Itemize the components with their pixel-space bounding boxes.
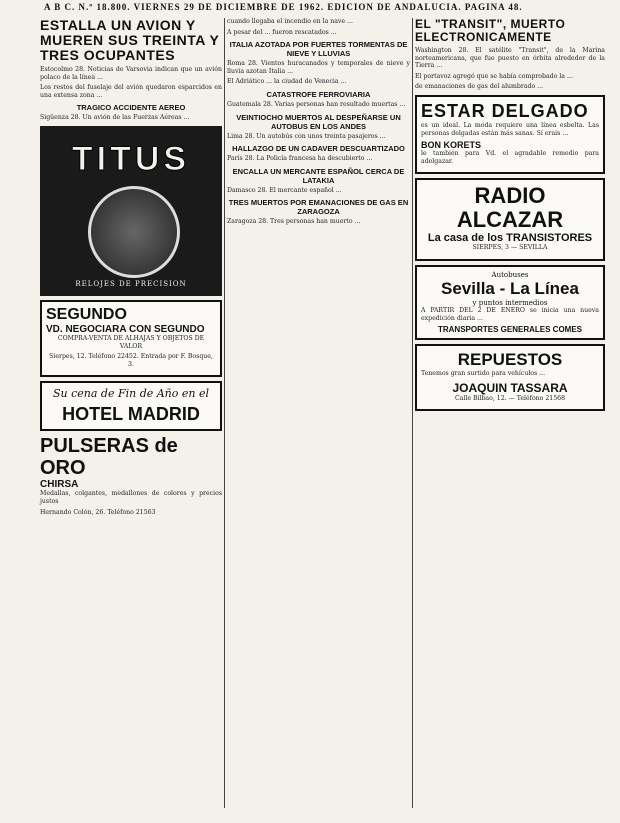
- segundo-line: VD. NEGOCIARA CON SEGUNDO: [46, 323, 205, 335]
- article-text: El portavoz agregó que se había comprobado la ...: [415, 72, 573, 80]
- headline-cadaver: HALLAZGO DE UN CADAVER DESCUARTIZADO: [232, 144, 405, 154]
- radio-line: La casa de los TRANSISTORES: [427, 232, 593, 245]
- headline-avion: ESTALLA UN AVION Y MUEREN SUS TREINTA Y TRES OCUPANTES: [40, 17, 220, 63]
- bus-label: Autobuses: [491, 270, 529, 279]
- repuestos-text: Tenemos gran surtido para vehículos ...: [421, 370, 546, 378]
- headline-latakia: ENCALLA UN MERCANTE ESPAÑOL CERCA DE LATAKIA: [232, 166, 405, 185]
- article-text: Washington 28. El satélite "Transit", de la Marina norteamericana, que fue puesto en órbita alrededor de la Tierra ...: [415, 47, 605, 70]
- article-text: Sigüenza 28. Un avión de las Fuerzas Aéreas ...: [40, 114, 190, 122]
- headline-catastrofe: CATASTROFE FERROVIARIA: [266, 89, 371, 99]
- article-text: Guatemala 28. Varias personas han resultado muertas ...: [227, 100, 406, 108]
- bus-sub: y puntos intermedios: [472, 298, 548, 307]
- subheadline: TRAGICO ACCIDENTE AEREO: [76, 103, 186, 113]
- column-rule: [224, 18, 225, 808]
- pulseras-title: PULSERAS de ORO: [40, 435, 178, 480]
- repuestos-ad: [415, 344, 605, 411]
- segundo-ad: [40, 300, 222, 377]
- article-text: Roma 28. Vientos huracanados y temporales de nieve y lluvia azotan Italia ...: [227, 60, 410, 75]
- watch-medal-icon: [88, 186, 180, 278]
- repuestos-title: REPUESTOS: [457, 350, 563, 370]
- hotel-madrid-ad: [40, 381, 222, 431]
- estar-title: ESTAR DELGADO: [421, 100, 589, 121]
- headline-andes: VEINTIOCHO MUERTOS AL DESPEÑARSE UN AUTOBUS EN LOS ANDES: [236, 112, 401, 131]
- autobuses-ad: [415, 265, 605, 340]
- chirsa-address: Hernando Colón, 26. Teléfono 21563: [40, 508, 156, 516]
- bus-title: Sevilla - La Línea: [441, 278, 579, 298]
- article-text: Estocolmo 28. Noticias de Varsovia indican que un avión polaco de la línea ...: [40, 66, 222, 81]
- headline-transit: EL "TRANSIT", MUERTO ELECTRONICAMENTE: [415, 17, 566, 44]
- tassara-address: Calle Bilbao, 12. — Teléfono 21568: [454, 394, 566, 402]
- article-text: Lima 28. Un autobús con unos treinta pasajeros ...: [227, 132, 386, 140]
- column-1: [40, 18, 222, 519]
- article-text: A pesar del ... fueron rescatados ...: [227, 28, 337, 36]
- article-text: Damasco 28. El mercante español ...: [227, 186, 342, 194]
- radio-alcazar-ad: [415, 178, 605, 261]
- madrid-line: Su cena de Fin de Año en el: [52, 387, 210, 401]
- chirsa-name: CHIRSA: [40, 479, 79, 491]
- tassara-name: JOAQUIN TASSARA: [452, 380, 568, 395]
- titus-wordmark: TITUS: [71, 139, 191, 178]
- madrid-title: HOTEL MADRID: [62, 404, 200, 425]
- bus-text: A PARTIR DEL 2 DE ENERO se inicia una nueva expedición diaria ...: [421, 306, 599, 322]
- segundo-sub: COMPRA-VENTA DE ALHAJAS Y OBJETOS DE VALOR: [57, 334, 205, 350]
- article-text: El Adriático ... la ciudad de Venecia ...: [227, 78, 347, 86]
- segundo-address: Sierpes, 12. Teléfono 22452. Entrada por F. Bosque, 3.: [49, 353, 213, 368]
- estar-delgado-ad: [415, 95, 605, 174]
- estar-text: es un ideal. La moda requiere una línea esbelta. Las personas delgadas están más sanas. Sí erais ...: [421, 121, 599, 137]
- titus-subtitle: RELOJES DE PRECISION: [75, 279, 187, 288]
- page-header: A B C. N.º 18.800. VIERNES 29 DE DICIEMBRE DE 1962. EDICION DE ANDALUCIA. PAGINA 48.: [44, 2, 523, 12]
- article-text: París 28. La Policía francesa ha descubierto ...: [227, 155, 373, 163]
- chirsa-desc: Medallas, colgantes, medallones de colores y precios justos: [40, 490, 222, 505]
- column-2: [227, 18, 410, 229]
- radio-address: SIERPES, 3 — SEVILLA: [472, 244, 548, 252]
- pulseras-ad: [40, 435, 222, 516]
- bonkorets-brand: BON KORETS: [421, 140, 482, 151]
- estar-foot: le también para Vd. el agradable remedio para adelgazar.: [421, 150, 599, 165]
- column-3: [415, 18, 605, 415]
- headline-italia: ITALIA AZOTADA POR FUERTES TORMENTAS DE NIEVE Y LLUVIAS: [229, 40, 408, 59]
- article-text: Zaragoza 28. Tres personas han muerto ...: [227, 218, 361, 226]
- segundo-title: SEGUNDO: [46, 305, 127, 323]
- article-text: de emanaciones de gas del alumbrado ...: [415, 83, 544, 91]
- titus-ad: [40, 126, 222, 296]
- article-text: cuando llegaba el incendio en la nave ...: [227, 18, 353, 25]
- bus-company: TRANSPORTES GENERALES COMES: [437, 325, 582, 335]
- headline-zaragoza: TRES MUERTOS POR EMANACIONES DE GAS EN ZARAGOZA: [228, 198, 409, 217]
- column-rule: [412, 18, 413, 808]
- article-text: Los restos del fuselaje del avión quedaron esparcidos en una extensa zona ...: [40, 84, 222, 99]
- radio-title: RADIO ALCAZAR: [456, 183, 564, 233]
